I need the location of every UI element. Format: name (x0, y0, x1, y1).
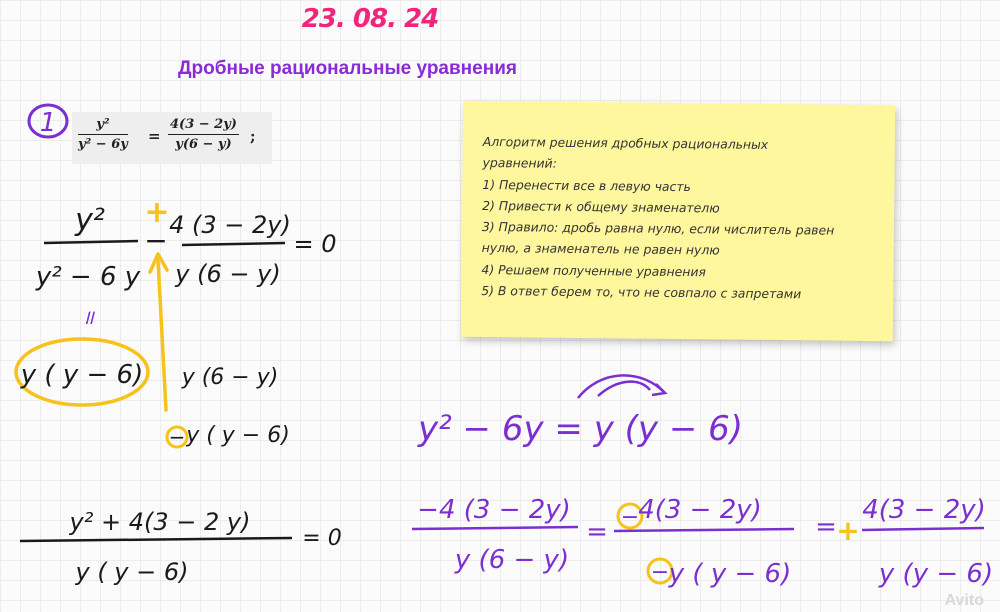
step2-equals-zero: = 0 (302, 526, 342, 551)
problem-semicolon: ; (250, 127, 256, 145)
final-denominator-2: y ( y − 6) (668, 559, 792, 589)
distribute-arrowhead (652, 384, 665, 395)
denominator-flipped: y ( y − 6) (186, 423, 290, 448)
note-line: уравнений: (482, 155, 557, 172)
final-numerator-2: 4(3 − 2y) (638, 495, 762, 525)
problem-rhs-denominator: y(6 − y) (175, 137, 232, 152)
page-title: Дробные рациональные уравнения (178, 58, 517, 79)
final-fraction-bar-1 (412, 527, 578, 529)
note-line: нулю, а знаменатель не равен нулю (481, 240, 720, 258)
problem-equals-sign: = (148, 127, 161, 145)
problem-lhs-numerator: y² (78, 117, 128, 135)
step1-minus: − (144, 224, 168, 257)
note-line: Алгоритм решения дробных рациональных (482, 133, 769, 152)
step1-numerator-2: 4 (3 − 2y) (169, 211, 291, 239)
distribute-arc-2 (598, 382, 650, 396)
denominator-original: y (6 − y) (181, 365, 279, 390)
step1-denominator-2: y (6 − y) (175, 260, 281, 288)
final-numerator-1: −4 (3 − 2y) (417, 495, 571, 525)
final-equals-2: = (815, 512, 837, 542)
final-fraction-bar-3 (862, 528, 984, 530)
circled-factor: y ( y − 6) (20, 360, 144, 390)
final-minus-bottom: − (650, 560, 670, 585)
equivalence-arrow-mark: ॥ (82, 305, 94, 329)
problem-rhs-numerator: 4(3 − 2y) (168, 117, 239, 135)
note-line: 3) Правило: дробь равна нулю, если числитель равен (481, 219, 835, 238)
problem-number: 1 (39, 108, 57, 138)
final-minus-top: − (620, 505, 640, 530)
final-plus-sign: + (836, 514, 860, 547)
step1-fraction-bar-1 (44, 241, 138, 243)
distribute-arc-1 (578, 375, 664, 398)
note-line: 5) В ответ берем то, что не совпало с запретами (481, 283, 802, 302)
avito-watermark: Avito (944, 592, 984, 609)
note-line: 4) Решаем полученные уравнения (481, 261, 707, 280)
sign-flip-arrow (158, 260, 166, 410)
step2-fraction-bar (20, 538, 292, 541)
factorisation-equation: y² − 6y = y (y − 6) (418, 409, 744, 449)
step2-denominator: y ( y − 6) (75, 558, 189, 586)
step1-numerator-1: y² (75, 203, 105, 238)
note-line: 1) Перенести все в левую часть (482, 176, 691, 194)
date-heading: 23. 08. 24 (301, 4, 439, 34)
final-numerator-3: 4(3 − 2y) (862, 495, 986, 525)
denominator-minus-sign: − (168, 425, 186, 449)
final-denominator-3: y (y − 6) (878, 559, 994, 589)
final-equals-1: = (586, 517, 608, 547)
note-line: 2) Привести к общему знаменателю (482, 197, 720, 216)
step2-numerator: y² + 4(3 − 2 y) (69, 508, 251, 536)
step1-denominator-1: y² − 6 y (35, 262, 141, 292)
step1-fraction-bar-2 (182, 243, 285, 245)
sign-change-plus: + (144, 195, 170, 230)
step1-equals-zero: = 0 (293, 230, 337, 258)
problem-lhs-denominator: y² − 6y (78, 137, 128, 152)
final-denominator-1: y (6 − y) (454, 545, 570, 575)
final-fraction-bar-2 (614, 529, 794, 531)
